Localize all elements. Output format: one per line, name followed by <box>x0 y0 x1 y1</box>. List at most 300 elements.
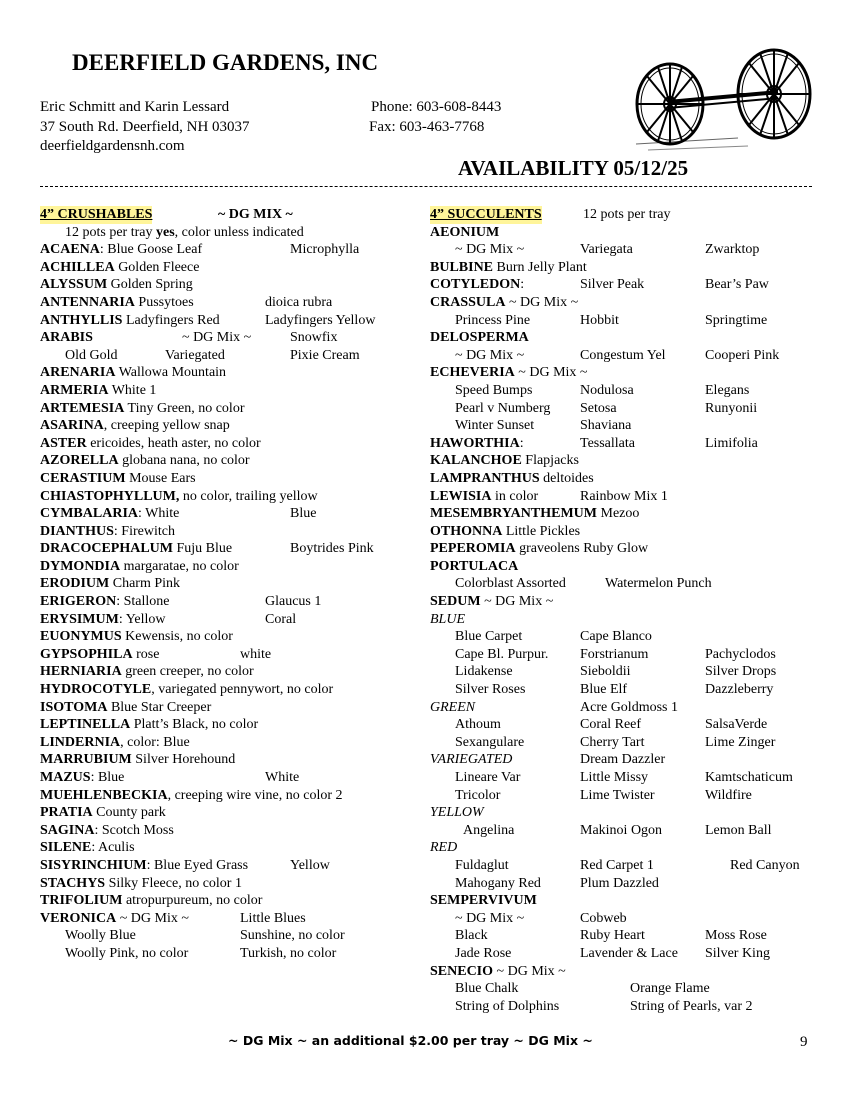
item-cell <box>40 505 179 523</box>
item-cell <box>580 927 645 945</box>
item-cell <box>630 998 752 1016</box>
list-item <box>40 822 420 840</box>
plant-variety: Fuju Blue <box>173 541 233 557</box>
plant-variety: Pearl v Numberg <box>455 400 551 416</box>
plant-genus: ECHEVERIA <box>430 365 515 381</box>
plant-variety: : Blue <box>90 770 125 785</box>
plant-variety: ~ DG Mix ~ <box>455 242 525 258</box>
plant-variety: margaratae, no color <box>120 558 239 574</box>
item-cell <box>705 716 767 734</box>
owners: Eric Schmitt and Karin Lessard <box>40 99 230 115</box>
list-item <box>40 540 420 558</box>
item-cell <box>580 945 678 963</box>
plant-genus: ERYSIMUM <box>40 611 119 627</box>
item-cell <box>455 980 518 998</box>
item-cell <box>40 575 180 593</box>
item-cell <box>630 980 710 998</box>
plant-variety: Elegans <box>705 382 750 398</box>
item-cell <box>65 347 118 365</box>
list-item <box>430 364 830 382</box>
item-cell <box>580 276 644 294</box>
list-item <box>430 804 830 822</box>
item-cell <box>430 804 484 822</box>
list-item <box>430 558 830 576</box>
list-item <box>430 663 830 681</box>
plant-genus: ISOTOMA <box>40 699 108 715</box>
plant-variety: Sexangulare <box>455 734 525 750</box>
plant-variety: graveolens Ruby Glow <box>515 541 649 557</box>
item-cell <box>580 822 662 840</box>
item-cell <box>40 716 258 734</box>
plant-variety: Blue <box>290 506 317 522</box>
plant-variety: GREEN <box>430 699 476 715</box>
list-item <box>40 787 420 805</box>
item-cell <box>580 663 631 681</box>
plant-genus: SILENE <box>40 840 92 856</box>
plant-variety: Coral <box>265 611 297 627</box>
plant-variety: ~ DG Mix ~ <box>116 910 189 926</box>
item-cell <box>430 593 553 611</box>
list-item <box>40 259 420 277</box>
item-cell <box>455 716 501 734</box>
item-cell <box>430 276 524 294</box>
item-cell <box>240 910 306 928</box>
plant-variety: Princess Pine <box>455 312 531 328</box>
plant-variety: Kewensis, no color <box>121 629 233 645</box>
item-cell <box>240 945 336 963</box>
plant-genus: SEDUM <box>430 594 481 610</box>
plant-genus: EUONYMUS <box>40 629 122 645</box>
plant-variety: in color <box>491 488 539 504</box>
item-cell <box>455 787 500 805</box>
plant-variety: Mouse Ears <box>125 470 196 486</box>
item-cell <box>455 241 524 259</box>
item-cell <box>580 241 633 259</box>
item-cell <box>705 241 759 259</box>
item-cell <box>705 945 770 963</box>
item-cell <box>705 400 757 418</box>
plant-variety: Lime Zinger <box>705 734 776 750</box>
item-cell <box>40 910 189 928</box>
plant-variety: Cobweb <box>580 910 627 926</box>
item-cell <box>455 857 509 875</box>
item-cell <box>40 435 261 453</box>
list-item <box>40 681 420 699</box>
tray-note-text: 12 pots per tray yes, color unless indicated <box>65 224 304 240</box>
plant-genus: SISYRINCHIUM <box>40 857 147 873</box>
plant-genus: CERASTIUM <box>40 470 126 486</box>
item-cell <box>455 945 511 963</box>
item-cell <box>430 699 475 717</box>
item-cell <box>265 769 299 787</box>
item-cell <box>40 452 250 470</box>
item-cell <box>40 734 190 752</box>
item-cell <box>40 681 333 699</box>
item-cell <box>580 347 666 365</box>
item-cell <box>430 558 518 576</box>
item-cell <box>580 646 648 664</box>
plant-variety: Tiny Green, no color <box>124 400 245 416</box>
item-cell <box>290 329 337 347</box>
plant-genus: DRACOCEPHALUM <box>40 541 173 557</box>
plant-variety: ~ DG Mix ~ <box>455 347 525 363</box>
plant-variety: Sunshine, no color <box>240 928 345 944</box>
plant-genus: AZORELLA <box>40 453 119 469</box>
plant-variety: : White <box>138 506 180 522</box>
plant-variety: no color, trailing yellow <box>179 488 318 504</box>
item-cell <box>40 259 199 277</box>
item-cell <box>265 611 296 629</box>
plant-variety: ~ DG Mix ~ <box>182 330 252 346</box>
plant-genus: ANTHYLLIS <box>40 312 123 328</box>
list-item <box>430 910 830 928</box>
list-item <box>40 558 420 576</box>
list-item <box>430 980 830 998</box>
plant-variety: Shaviana <box>580 418 632 434</box>
plant-variety: ~ DG Mix ~ <box>514 365 588 381</box>
item-cell <box>455 681 525 699</box>
list-item <box>430 822 830 840</box>
section-heading <box>430 206 830 224</box>
plant-variety: green creeper, no color <box>121 664 254 680</box>
plant-variety: Blue Elf <box>580 682 628 698</box>
plant-genus: TRIFOLIUM <box>40 893 123 909</box>
plant-variety: BLUE <box>430 611 465 627</box>
list-item <box>430 575 830 593</box>
item-cell <box>40 470 196 488</box>
list-item <box>40 329 420 347</box>
plant-variety: Tessallata <box>580 435 635 451</box>
plant-genus: DIANTHUS <box>40 523 114 539</box>
plant-variety: Speed Bumps <box>455 382 533 398</box>
plant-variety: Blue Carpet <box>455 629 523 645</box>
plant-variety: Tricolor <box>455 787 501 803</box>
plant-genus: ARTEMESIA <box>40 400 125 416</box>
item-cell <box>40 294 194 312</box>
plant-variety: , variegated pennywort, no color <box>151 682 334 698</box>
list-item <box>430 259 830 277</box>
plant-genus: COTYLEDON <box>430 277 521 293</box>
plant-variety: Athoum <box>455 717 501 733</box>
item-cell <box>580 716 641 734</box>
item-cell <box>290 505 316 523</box>
plant-variety: Ruby Heart <box>580 928 645 944</box>
plant-variety: : Firewitch <box>113 523 175 539</box>
plant-genus: ACHILLEA <box>40 259 115 275</box>
plant-genus: PRATIA <box>40 805 93 821</box>
list-item <box>40 804 420 822</box>
item-cell <box>705 787 752 805</box>
plant-genus: SENECIO <box>430 963 494 979</box>
list-item <box>430 435 830 453</box>
plant-variety: : Scotch Moss <box>94 822 174 838</box>
plant-genus: PEPEROMIA <box>430 541 516 557</box>
plant-genus: CHIASTOPHYLLUM, <box>40 488 180 504</box>
plant-variety: ~ DG Mix ~ <box>455 910 525 926</box>
plant-variety: white <box>240 646 272 662</box>
plant-variety: : <box>519 435 524 451</box>
list-item <box>40 892 420 910</box>
plant-genus: LAMPRANTHUS <box>430 470 540 486</box>
plant-variety: Silver Drops <box>705 664 777 680</box>
list-item <box>430 593 830 611</box>
list-item <box>430 857 830 875</box>
plant-variety: Springtime <box>705 312 768 328</box>
plant-variety: Lemon Ball <box>705 822 772 838</box>
succulents-list <box>430 224 830 1016</box>
plant-variety: Plum Dazzled <box>580 875 659 891</box>
plant-variety: Cooperi Pink <box>705 347 780 363</box>
fax: Fax: 603-463-7768 <box>369 119 485 135</box>
plant-genus: LINDERNIA <box>40 734 121 750</box>
item-cell <box>65 927 136 945</box>
item-cell <box>65 945 188 963</box>
plant-variety: : Yellow <box>118 611 166 627</box>
plant-variety: Wildfire <box>705 787 752 803</box>
item-cell <box>40 804 166 822</box>
plant-variety: Dream Dazzler <box>580 752 666 768</box>
list-item <box>40 769 420 787</box>
plant-variety: Cape Bl. Purpur. <box>455 646 549 662</box>
item-cell <box>455 998 559 1016</box>
plant-genus: PORTULACA <box>430 558 519 574</box>
item-cell <box>40 400 244 418</box>
plant-variety: ericoides, heath aster, no color <box>86 435 261 451</box>
item-cell <box>430 488 538 506</box>
plant-variety: ~ DG Mix ~ <box>505 294 579 310</box>
item-cell <box>580 681 627 699</box>
list-item <box>40 347 420 365</box>
item-cell <box>40 312 220 330</box>
plant-variety: : <box>520 277 525 293</box>
list-item <box>430 998 830 1016</box>
list-item <box>40 593 420 611</box>
item-cell <box>430 364 588 382</box>
plant-variety: Flapjacks <box>521 453 579 469</box>
list-item <box>40 716 420 734</box>
list-item <box>40 611 420 629</box>
list-item <box>40 857 420 875</box>
crushables-column <box>40 206 420 963</box>
list-item <box>430 611 830 629</box>
item-cell <box>430 963 566 981</box>
item-cell <box>40 611 166 629</box>
plant-variety: Turkish, no color <box>240 945 337 961</box>
header-divider <box>40 186 812 187</box>
list-item <box>40 945 420 963</box>
plant-variety: Congestum Yel <box>580 347 666 363</box>
plant-variety: Watermelon Punch <box>605 576 712 592</box>
item-cell <box>455 875 541 893</box>
item-cell <box>605 575 712 593</box>
plant-variety: Cape Blanco <box>580 629 652 645</box>
plant-genus: LEWISIA <box>430 488 492 504</box>
item-cell <box>40 364 226 382</box>
item-cell <box>40 751 235 769</box>
page-number: 9 <box>800 1034 808 1050</box>
plant-variety: String of Pearls, var 2 <box>630 998 753 1014</box>
list-item <box>40 364 420 382</box>
plant-variety: White 1 <box>108 382 157 398</box>
list-item <box>430 875 830 893</box>
plant-variety: Orange Flame <box>630 981 710 997</box>
item-cell <box>40 839 135 857</box>
item-cell <box>40 488 318 506</box>
list-item <box>430 646 830 664</box>
item-cell <box>165 347 225 365</box>
list-item <box>40 417 420 435</box>
plant-variety: Zwarktop <box>705 242 760 258</box>
item-cell <box>705 347 779 365</box>
plant-variety: VARIEGATED <box>430 752 513 768</box>
plant-variety: White <box>265 770 300 785</box>
list-item <box>430 347 830 365</box>
plant-variety: Lidakense <box>455 664 513 680</box>
item-cell <box>580 857 654 875</box>
item-cell <box>40 276 193 294</box>
plant-variety: String of Dolphins <box>455 998 560 1014</box>
plant-genus: BULBINE <box>430 259 494 275</box>
plant-variety: Kamtschaticum <box>705 770 793 785</box>
list-item <box>40 294 420 312</box>
list-item <box>430 628 830 646</box>
plant-variety: Black <box>455 928 488 944</box>
item-cell <box>455 382 532 400</box>
succulents-heading: 4” SUCCULENTS <box>430 207 542 222</box>
list-item <box>40 646 420 664</box>
plant-genus: HAWORTHIA <box>430 435 520 451</box>
item-cell <box>705 734 775 752</box>
plant-variety: YELLOW <box>430 805 484 821</box>
plant-variety: Moss Rose <box>705 928 767 944</box>
item-cell <box>40 787 343 805</box>
plant-variety: Lineare Var <box>455 770 521 785</box>
plant-variety: : Blue Goose Leaf <box>99 242 203 258</box>
item-cell <box>40 329 93 347</box>
list-item <box>430 241 830 259</box>
item-cell <box>430 505 639 523</box>
plant-variety: Mahogany Red <box>455 875 541 891</box>
plant-variety: rose <box>132 646 160 662</box>
list-item <box>430 839 830 857</box>
item-cell <box>705 927 767 945</box>
item-cell <box>455 628 522 646</box>
crushables-mix-note: ~ DG MIX ~ <box>218 207 293 222</box>
plant-variety: Silky Fleece, no color 1 <box>105 875 242 891</box>
plant-variety: Lime Twister <box>580 787 655 803</box>
plant-genus: CRASSULA <box>430 294 506 310</box>
section-heading <box>40 206 420 224</box>
succulents-tray-note: 12 pots per tray <box>583 207 671 222</box>
plant-variety: Yellow <box>290 857 330 873</box>
plant-genus: ASARINA <box>40 418 104 434</box>
item-cell <box>580 734 644 752</box>
item-cell <box>580 875 659 893</box>
list-item <box>40 875 420 893</box>
plant-genus: VERONICA <box>40 910 117 926</box>
wagon-wheels-icon <box>628 34 814 154</box>
list-item <box>430 382 830 400</box>
plant-variety: Hobbit <box>580 312 619 328</box>
item-cell <box>455 347 524 365</box>
plant-variety: Acre Goldmoss 1 <box>580 699 678 715</box>
item-cell <box>455 400 550 418</box>
list-item <box>430 540 830 558</box>
plant-variety: Boytrides Pink <box>290 541 374 557</box>
list-item <box>430 681 830 699</box>
item-cell <box>40 857 248 875</box>
item-cell <box>430 452 579 470</box>
plant-genus: MARRUBIUM <box>40 752 132 768</box>
item-cell <box>705 276 769 294</box>
item-cell <box>290 347 360 365</box>
list-item <box>40 910 420 928</box>
item-cell <box>430 224 499 242</box>
plant-variety: Setosa <box>580 400 617 416</box>
list-item <box>430 769 830 787</box>
plant-variety: RED <box>430 840 458 856</box>
plant-variety: deltoides <box>539 470 594 486</box>
item-cell <box>455 417 534 435</box>
plant-variety: Pussytoes <box>134 294 194 310</box>
plant-variety: Bear’s Paw <box>705 277 769 293</box>
plant-genus: MAZUS <box>40 770 91 785</box>
list-item <box>430 699 830 717</box>
plant-genus: STACHYS <box>40 875 106 891</box>
item-cell <box>40 241 202 259</box>
item-cell <box>40 875 242 893</box>
list-item <box>430 963 830 981</box>
plant-variety: Variegata <box>580 242 633 258</box>
item-cell <box>580 699 678 717</box>
plant-variety: Silver Peak <box>580 277 645 293</box>
item-cell <box>240 927 345 945</box>
plant-variety: ~ DG Mix ~ <box>480 594 554 610</box>
list-item <box>40 400 420 418</box>
plant-variety: Jade Rose <box>455 945 512 961</box>
plant-genus: HERNIARIA <box>40 664 122 680</box>
item-cell <box>40 663 254 681</box>
plant-variety: Silver King <box>705 945 770 961</box>
list-item <box>40 435 420 453</box>
plant-variety: Glaucus 1 <box>265 594 322 610</box>
item-cell <box>430 470 594 488</box>
item-cell <box>430 751 512 769</box>
plant-variety: globana nana, no color <box>118 453 250 469</box>
list-item <box>40 276 420 294</box>
list-item <box>40 382 420 400</box>
item-cell <box>40 769 124 787</box>
list-item <box>430 294 830 312</box>
plant-variety: Charm Pink <box>109 576 181 592</box>
item-cell <box>455 646 548 664</box>
plant-variety: , color: Blue <box>120 734 190 750</box>
succulents-column <box>430 206 830 1015</box>
list-item <box>40 663 420 681</box>
plant-genus: ERODIUM <box>40 576 110 592</box>
company-title: DEERFIELD GARDENS, INC <box>72 50 379 75</box>
list-item <box>40 628 420 646</box>
list-item <box>40 751 420 769</box>
plant-variety: Silver Roses <box>455 682 526 698</box>
plant-variety: Golden Spring <box>107 277 193 293</box>
phone: Phone: 603-608-8443 <box>371 99 502 115</box>
plant-genus: DYMONDIA <box>40 558 121 574</box>
plant-genus: ALYSSUM <box>40 277 108 293</box>
plant-variety: Blue Star Creeper <box>107 699 212 715</box>
plant-variety: Ladyfingers Yellow <box>265 312 376 328</box>
item-cell <box>40 558 239 576</box>
